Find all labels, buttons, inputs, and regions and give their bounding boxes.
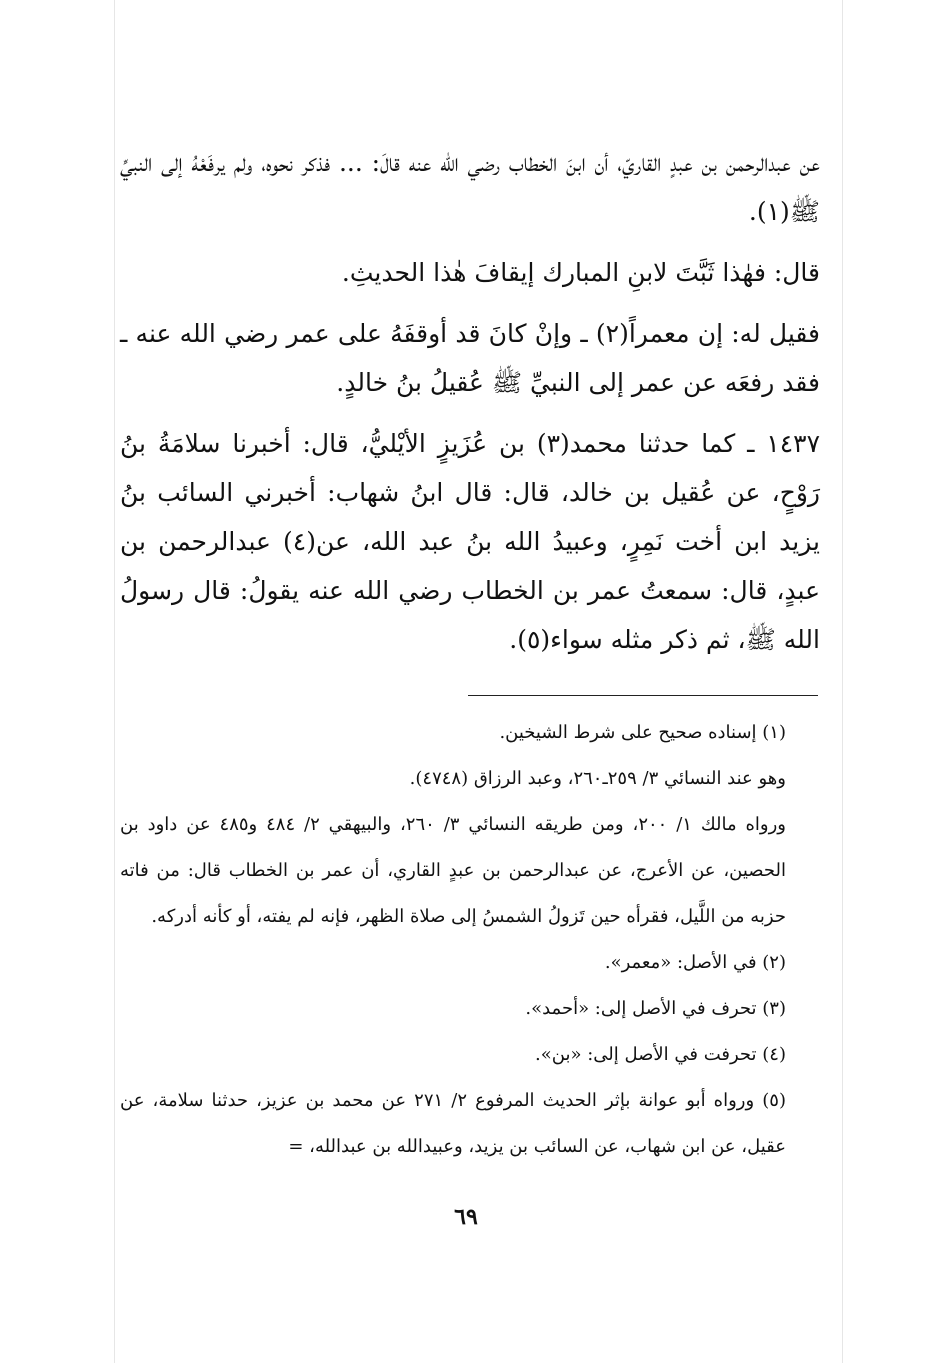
paragraph: ١٤٣٧ ـ كما حدثنا محمد(٣) بن عُزَيزٍ الأيْليُّ، قال: أخبرنا سلامَةُ بنُ رَوْحٍ، عن عُقيل بن خالد، قال: قال ابنُ شهاب: أخبرني السائب بنُ يزيد ابن أخت نَمِرٍ، وعبيدُ الله بنُ عبد الله، عن(٤) عبدالرحمن بن عبدٍ، قال: سمعتُ عمر بن الخطاب رضي الله عنه يقولُ: قال رسولُ الله ﷺ، ثم ذكر مثله سواء(٥). bbox=[120, 429, 821, 654]
footnote: (٤) تحرفت في الأصل إلى: «بن». bbox=[535, 1044, 786, 1065]
footnote: (٥) ورواه أبو عوانة بإثر الحديث المرفوع ٢/ ٢٧١ عن محمد بن عزيز، حدثنا سلامة، عن عقيل، عن ابن شهاب، عن السائب بن يزيد، وعبيدالله بن عبدالله، = bbox=[120, 1090, 786, 1157]
footnotes bbox=[120, 710, 820, 1170]
scan-edge-line bbox=[114, 0, 115, 1363]
footnote: (١) إسناده صحيح على شرط الشيخين. bbox=[499, 722, 786, 743]
paragraph: فقيل له: إن معمراً(٢) ـ وإنْ كانَ قد أوقفَهُ على عمر رضي الله عنه ـ فقد رفعَه عن عمر إلى النبيِّ ﷺ عُقيلُ بنُ خالدٍ. bbox=[120, 319, 821, 397]
footnote-separator bbox=[468, 695, 818, 696]
footnote: ورواه مالك ١/ ٢٠٠، ومن طريقه النسائي ٣/ ٢٦٠، والبيهقي ٢/ ٤٨٤ و٤٨٥ عن داود بن الحصين، عن الأعرج، عن عبدالرحمن بن عبدٍ القاري، أن عمر بن الخطاب قال: من فاته حزبه من اللَّيل، فقرأه حين تَزولُ الشمسُ إلى صلاة الظهر، فإنه لم يفته، أو كأنه أدركه. bbox=[120, 814, 787, 927]
main-text bbox=[120, 138, 820, 664]
paragraph: قال: فهٰذا ثَبَّتَ لابنِ المبارك إيقافَ هٰذا الحديثِ. bbox=[341, 258, 820, 287]
page-number: ٦٩ bbox=[454, 1204, 478, 1230]
scan-edge-line bbox=[842, 0, 843, 1363]
footnote: وهو عند النسائي ٣/ ٢٥٩ـ٢٦٠، وعبد الرزاق (٤٧٤٨). bbox=[409, 768, 786, 789]
footnote: (٢) في الأصل: «معمر». bbox=[604, 952, 786, 973]
footnote: (٣) تحرف في الأصل إلى: «أحمد». bbox=[525, 998, 786, 1019]
paragraph: عن عبدالرحمن بن عبدٍ القاريّ، أن ابنَ الخطاب رضي الله عنه قالَ: ... فذكر نحوه، ولم يرفَعْهُ إلى النبيِّ ﷺ(١). bbox=[120, 148, 820, 226]
